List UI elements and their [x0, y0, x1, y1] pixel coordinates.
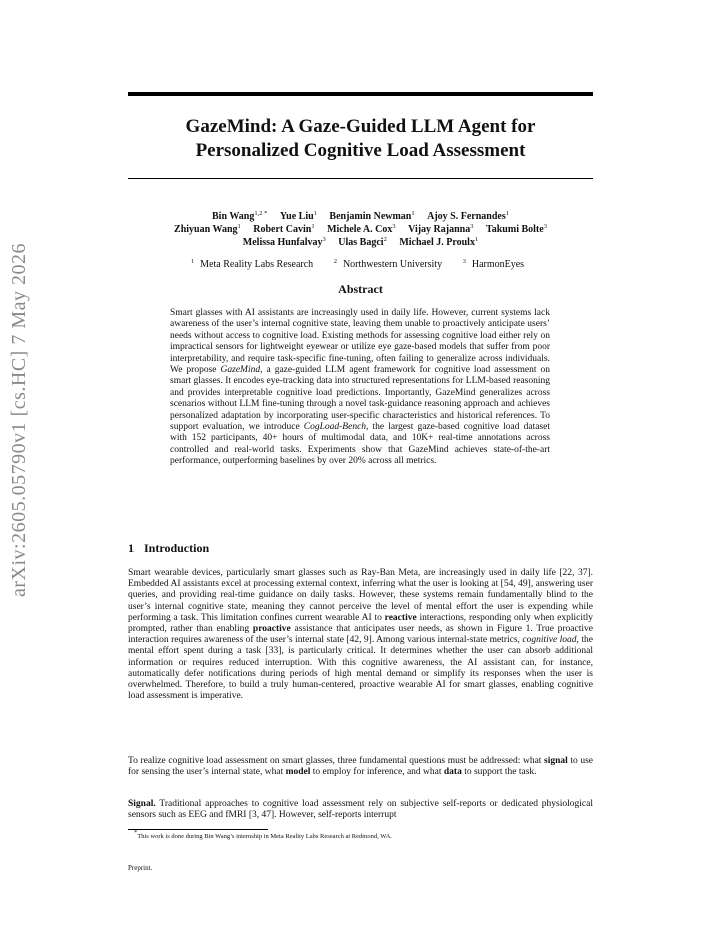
affiliations — [128, 259, 593, 270]
paper-title — [128, 115, 593, 163]
title-line-1: GazeMind: A Gaze-Guided LLM Agent for — [185, 116, 536, 137]
author: Robert Cavin$^1$ — [253, 223, 315, 235]
author: Melissa Hunfalvay$^3$ — [242, 236, 326, 248]
arxiv-identifier: arXiv:2605.05790v1 [cs.HC] 7 May 2026 — [8, 242, 30, 598]
affiliation: $^2$ Northwestern University — [333, 258, 443, 270]
intro-paragraph-2: To realize cognitive load assessment on smart glasses, three fundamental questions must be addressed: what signal to use for sensing the user’s internal state, what model to employ for inference, and what data to support the task. — [128, 756, 593, 778]
author: Yue Liu$^1$ — [279, 210, 317, 222]
title-top-rule — [128, 92, 593, 96]
author-row-2 — [128, 223, 593, 236]
author: Bin Wang$^{1,2 *}$ — [212, 210, 268, 222]
preprint-label: Preprint. — [128, 864, 153, 872]
author: Ajoy S. Fernandes$^1$ — [427, 210, 509, 222]
author-list — [128, 210, 593, 249]
affiliation: $^3$ HarmonEyes — [462, 258, 525, 270]
footnote: *This work is done during Bin Wang’s internship in Meta Reality Labs Research at Redmond, WA. — [134, 829, 392, 840]
abstract-heading: Abstract — [338, 282, 383, 296]
author-row-1 — [128, 210, 593, 223]
author: Vijay Rajanna$^3$ — [408, 223, 474, 235]
title-line-2: Personalized Cognitive Load Assessment — [195, 140, 526, 161]
intro-paragraph-3: Signal. Traditional approaches to cognitive load assessment rely on subjective self-reports or dedicated physiological sensors such as EEG and fMRI [3, 47]. However, self-reports interrupt — [128, 799, 593, 821]
footnote-rule — [128, 829, 268, 830]
author-row-3 — [128, 236, 593, 249]
title-bottom-rule — [128, 178, 593, 179]
intro-paragraph-1: Smart wearable devices, particularly smart glasses such as Ray-Ban Meta, are increasingly used in daily life [22, 37]. Embedded AI assistants excel at processing external context, inferring what the user is looking at [54, 49], answering user queries, and providing real-time guidance on daily tasks. However, these systems remain fundamentally blind to the user’s internal cognitive state, meaning they cannot perceive the level of mental effort the user is expending while performing a task. This limitation confines current wearable AI to reactive interactions, responding only when explicitly prompted, rather than enabling proactive assistance that anticipates user needs, as shown in Figure 1. True proactive interaction requires awareness of the user’s internal state [42, 9]. Among various internal-state metrics, cognitive load, the mental effort spent during a task [33], is particularly critical. It determines whether the user can absorb additional information or requires reduced interruption. With this cognitive awareness, the AI assistant can, for instance, automatically defer notifications during periods of high mental demand or simplify its responses when the user is overwhelmed. Therefore, to build a truly human-centered, proactive wearable AI for smart glasses, enabling cognitive load assessment is imperative. — [128, 568, 593, 702]
author: Zhiyuan Wang$^1$ — [174, 223, 241, 235]
author: Michele A. Cox$^3$ — [327, 223, 396, 235]
author: Takumi Bolte$^3$ — [485, 223, 547, 235]
author: Michael J. Proulx$^1$ — [399, 236, 479, 248]
abstract-text: Smart glasses with AI assistants are increasingly used in daily life. However, current systems lack awareness of the user’s internal cognitive state, leaving them unable to proactively anticipate users’ needs without access to cognitive load. Existing methods for assessing cognitive load either rely on impractical sensors for lightweight eyewear or utilize eye gaze-based models that suffer from poor interpretability, and require task-specific fine-tuning, often failing to generalize across individuals. We propose GazeMind, a gaze-guided LLM agent framework for cognitive load assessment on smart glasses. It encodes eye-tracking data into structured representations for LLM-based reasoning and provides interpretable cognitive load predictions. Importantly, GazeMind generalizes across scenarios without LLM fine-tuning through a novel task-guidance reasoning approach and achieves personalized adaptation by incorporating user-specific characteristics and historical references. To support evaluation, we introduce CogLoad-Bench, the largest gaze-based cognitive load dataset with 152 participants, 40+ hours of multimodal data, and 10K+ real-time annotations across controlled and real-world tasks. Experiments show that GazeMind achieves state-of-the-art performance, outperforming baselines by over 20% across all metrics. — [170, 308, 551, 467]
affiliation: $^1$ Meta Reality Labs Research — [190, 258, 314, 270]
author: Ulas Bagci$^2$ — [338, 236, 387, 248]
author: Benjamin Newman$^1$ — [329, 210, 415, 222]
section-heading: 1 Introduction — [128, 541, 210, 555]
